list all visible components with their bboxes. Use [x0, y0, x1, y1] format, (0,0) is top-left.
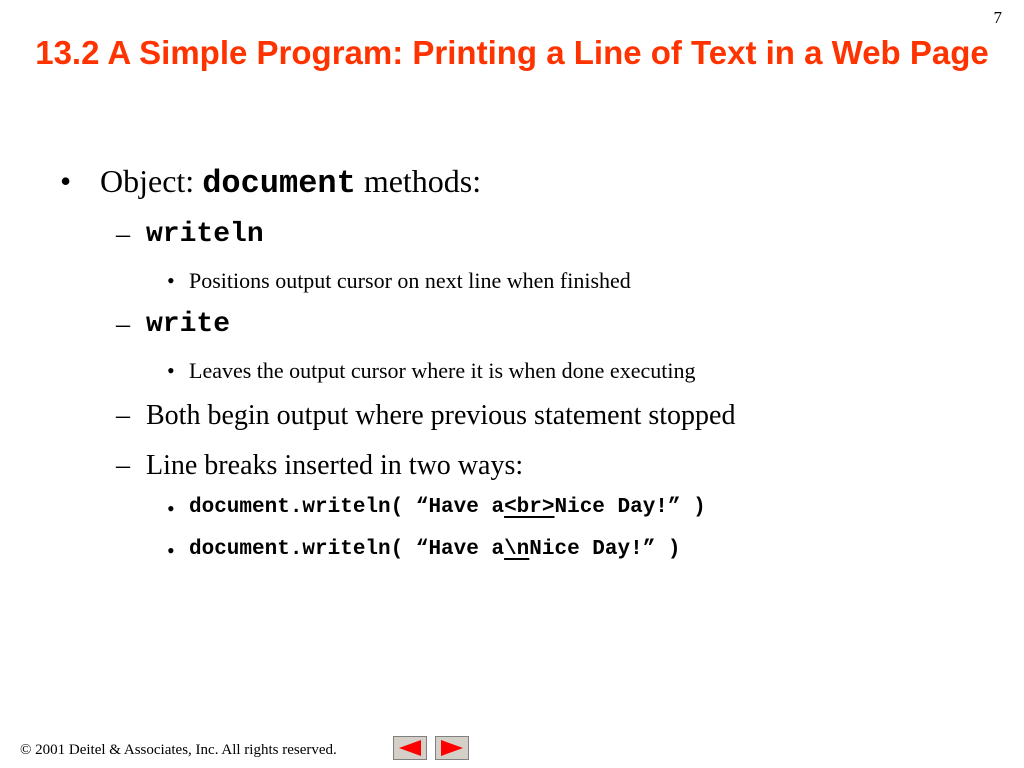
bullet-marker: • [60, 163, 72, 199]
sub-bullet-write [116, 309, 231, 341]
sub-bullet-line-breaks-text: Line breaks inserted in two ways: [146, 450, 524, 481]
next-slide-button[interactable] [435, 736, 469, 760]
code-example-newline-post: Nice Day!” ) [529, 538, 681, 561]
slide-title: 13.2 A Simple Program: Printing a Line of Text in a Web Page [35, 34, 989, 71]
detail-write [167, 358, 696, 384]
bullet-suffix: methods: [355, 163, 482, 199]
bullet-marker: • [167, 538, 175, 563]
sub-bullet-both-begin-text: Both begin output where previous statement stopped [146, 400, 736, 431]
code-write: write [146, 309, 231, 340]
sub-bullet-both-begin [116, 400, 736, 432]
code-document: document [202, 165, 356, 202]
code-example-br-pre: document.writeln( “Have a [189, 496, 505, 519]
code-writeln: writeln [146, 219, 264, 250]
code-br-tag: <br> [504, 496, 555, 519]
dash-marker: – [116, 219, 130, 250]
previous-slide-button[interactable] [393, 736, 427, 760]
code-example-br [167, 496, 706, 522]
bullet-object-document [60, 163, 482, 202]
detail-writeln [167, 268, 631, 294]
dash-marker: – [116, 450, 130, 481]
red-right-arrow-icon [439, 739, 465, 757]
bullet-marker: • [167, 358, 175, 383]
code-example-newline-pre: document.writeln( “Have a [189, 538, 505, 561]
code-example-newline [167, 538, 681, 564]
page-number: 7 [993, 8, 1002, 27]
detail-writeln-text: Positions output cursor on next line when finished [189, 268, 631, 293]
dash-marker: – [116, 400, 130, 431]
sub-bullet-line-breaks [116, 450, 524, 482]
bullet-marker: • [167, 268, 175, 293]
detail-write-text: Leaves the output cursor where it is when done executing [189, 358, 696, 383]
sub-bullet-writeln [116, 219, 264, 251]
red-left-arrow-icon [397, 739, 423, 757]
bullet-prefix: Object: [100, 163, 203, 199]
code-example-br-post: Nice Day!” ) [554, 496, 706, 519]
copyright-footer: © 2001 Deitel & Associates, Inc. All rights reserved. [20, 742, 337, 758]
code-newline-escape: \n [504, 538, 530, 561]
bullet-marker: • [167, 496, 175, 521]
dash-marker: – [116, 309, 130, 340]
